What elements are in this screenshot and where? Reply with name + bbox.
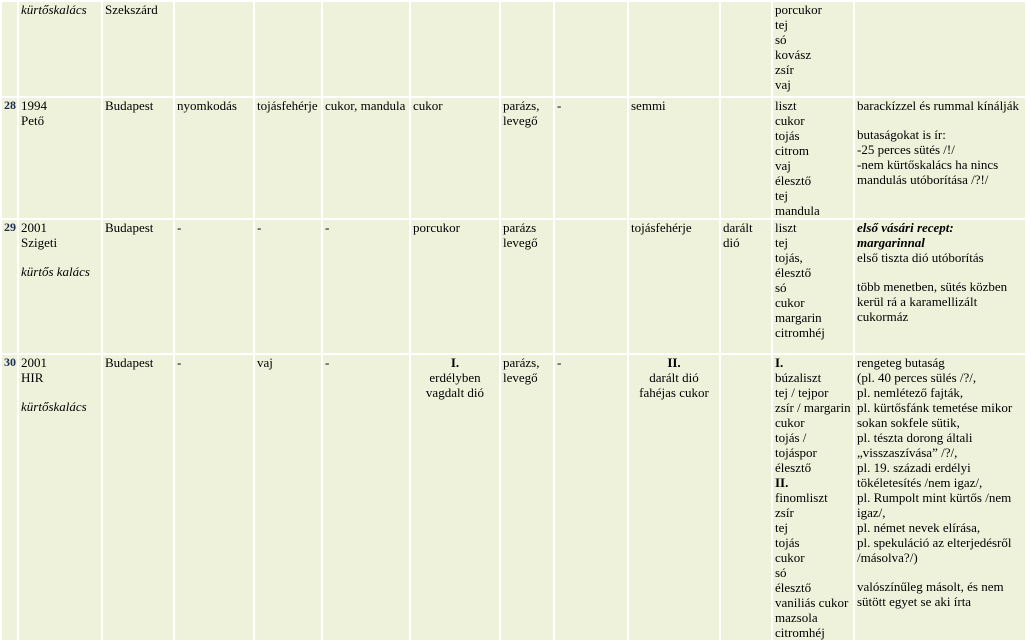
decor-cell: - <box>175 355 253 640</box>
ingredients-cell: liszt tej tojás, élesztő só cukor margarin citromhéj <box>773 220 853 353</box>
decor-cell <box>175 2 253 96</box>
city-cell: Budapest <box>103 98 173 218</box>
bake-cell: parázs, levegő <box>501 98 553 218</box>
decor-cell: - <box>175 220 253 353</box>
table-row <box>2 220 1025 353</box>
notes-cell: első vásári recept: margarinnal első tiszta dió utóborítás több menetben, sütés közben kerül rá a karamellizált cukormáz <box>855 220 1025 353</box>
egg-cell <box>255 2 321 96</box>
filling-cell <box>629 2 719 96</box>
dash-cell: - <box>555 355 627 640</box>
nut-cell <box>721 2 771 96</box>
ingredients-cell: I. búzaliszt tej / tejpor zsír / margarin cukor tojás / tojáspor élesztő II. finomliszt zsír tej tojás cukor só élesztő vaniliás cukor mazsola citromhéj <box>773 355 853 640</box>
notes-cell: barackízzel és rummal kínálják butaságokat is ír: -25 perces sütés /!/ -nem kürtőskalács ha nincs mandulás utóborítása /?!/ <box>855 98 1025 218</box>
table-row <box>2 98 1025 218</box>
top-cell: I. erdélyben vagdalt dió <box>411 355 499 640</box>
city-cell: Szekszárd <box>103 2 173 96</box>
ingredients-cell: liszt cukor tojás citrom vaj élesztő tej mandula <box>773 98 853 218</box>
bake-cell: parázs levegő <box>501 220 553 353</box>
row-number: 30 <box>2 355 17 640</box>
bake-cell <box>501 2 553 96</box>
sugar-coat-cell: - <box>323 355 409 640</box>
notes-cell: rengeteg butaság (pl. 40 perces sülés /?/, pl. nemlétező fajták, pl. kürtősfánk temetése mikor sokan sokfele sütik, pl. tészta dorong általi „visszaszívása” /?/, pl. 19. századi erdélyi tökéletesítés /nem igaz/, pl. Rumpolt mint kürtős /nem igaz/, pl. német nevek elírása, pl. spekuláció az elterjedésről /másolva?/) valószínűleg másolt, és nem sütött egyet se aki írta <box>855 355 1025 640</box>
egg-cell: tojásfehérje <box>255 98 321 218</box>
source-cell: 2001 Szigeti kürtős kalács <box>19 220 101 353</box>
city-cell: Budapest <box>103 355 173 640</box>
ingredients-cell: porcukor tej só kovász zsír vaj <box>773 2 853 96</box>
sugar-coat-cell: - <box>323 220 409 353</box>
table-row <box>2 355 1025 640</box>
egg-cell: - <box>255 220 321 353</box>
top-cell <box>411 2 499 96</box>
dash-cell <box>555 2 627 96</box>
decor-cell: nyomkodás <box>175 98 253 218</box>
nut-cell <box>721 355 771 640</box>
filling-cell: semmi <box>629 98 719 218</box>
nut-cell <box>721 98 771 218</box>
table-row <box>2 2 1025 96</box>
row-number: 29 <box>2 220 17 353</box>
top-cell: cukor <box>411 98 499 218</box>
dash-cell: - <box>555 98 627 218</box>
nut-cell: darált dió <box>721 220 771 353</box>
source-cell: 2001 HIR kürtőskalács <box>19 355 101 640</box>
city-cell: Budapest <box>103 220 173 353</box>
product-name: kürtőskalács <box>21 2 87 17</box>
product-name: kürtőskalács <box>21 399 87 414</box>
row-number <box>2 2 17 96</box>
notes-cell <box>855 2 1025 96</box>
sugar-coat-cell <box>323 2 409 96</box>
source-cell: 1994 Pető <box>19 98 101 218</box>
dash-cell <box>555 220 627 353</box>
filling-cell: tojásfehérje <box>629 220 719 353</box>
bake-cell: parázs, levegő <box>501 355 553 640</box>
product-name: kürtős kalács <box>21 264 90 279</box>
row-number: 28 <box>2 98 17 218</box>
egg-cell: vaj <box>255 355 321 640</box>
source-cell <box>19 2 101 96</box>
top-cell: porcukor <box>411 220 499 353</box>
sugar-coat-cell: cukor, mandula <box>323 98 409 218</box>
filling-cell: II. darált dió fahéjas cukor <box>629 355 719 640</box>
